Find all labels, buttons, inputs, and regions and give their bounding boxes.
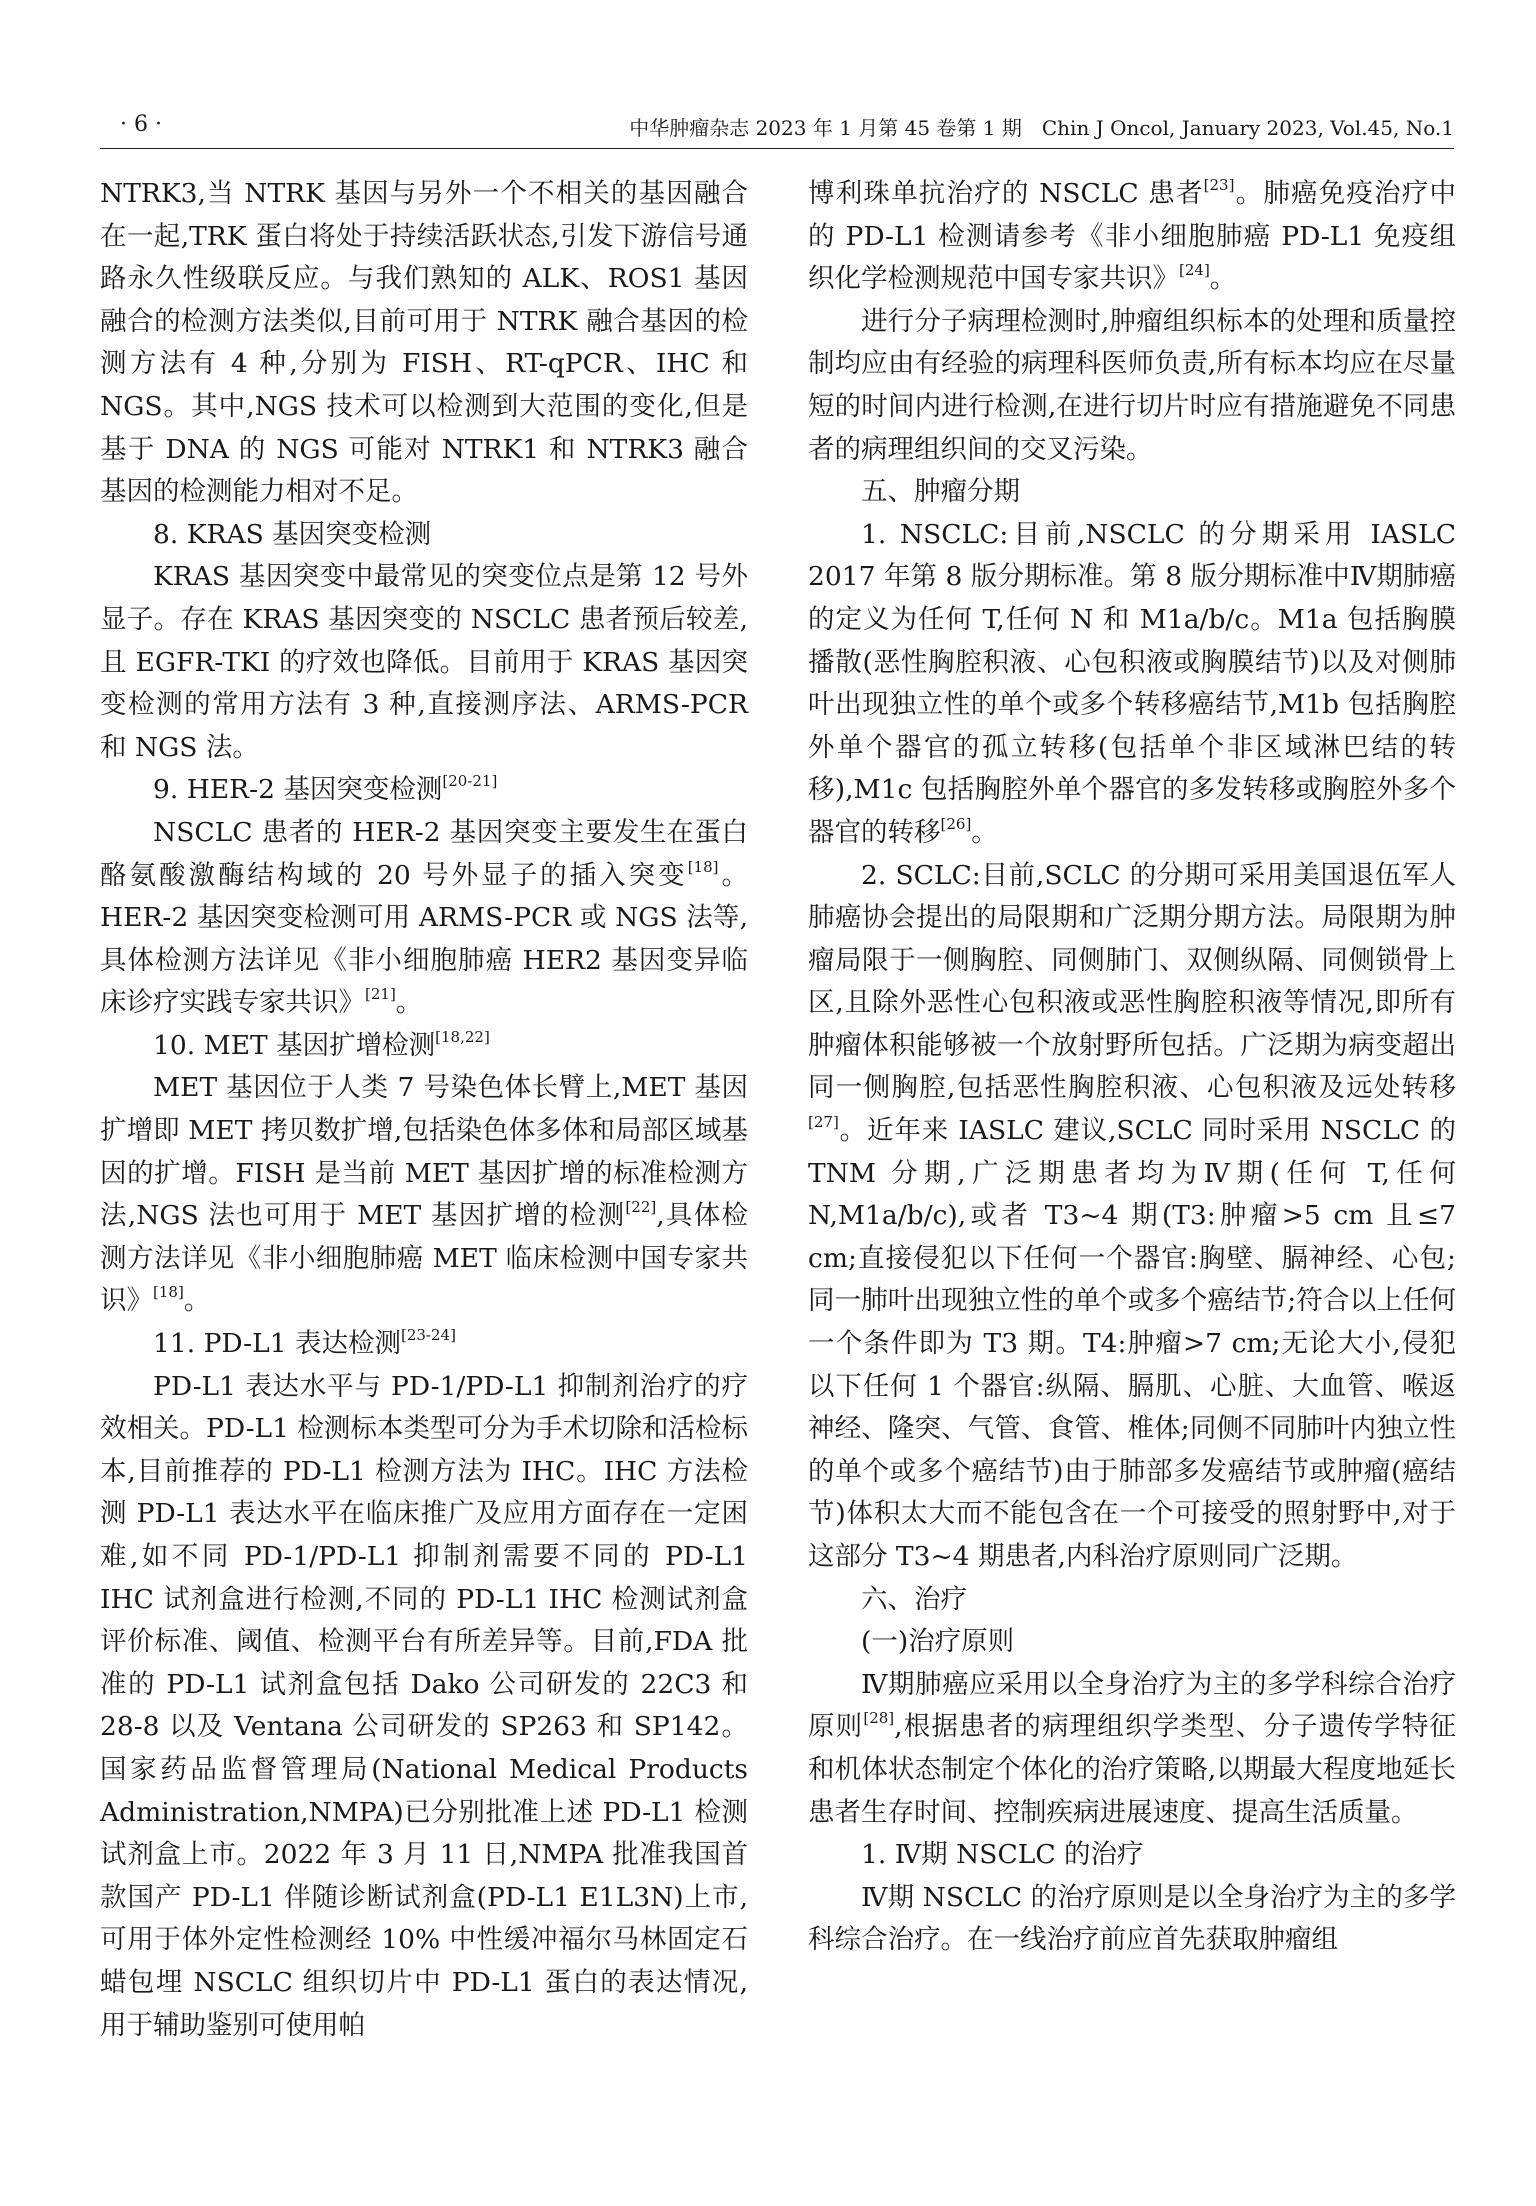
citation-ref: [28] <box>863 1709 895 1728</box>
paragraph-pdl1-cont: 博利珠单抗治疗的 NSCLC 患者[23]。肺癌免疫治疗中的 PD-L1 检测请参考《非小细胞肺癌 PD-L1 免疫组织化学检测规范中国专家共识》[24]。 <box>808 176 1456 295</box>
paragraph-nsclc-staging: 1. NSCLC:目前,NSCLC 的分期采用 IASLC 2017 年第 8 版分期标准。第 8 版分期标准中Ⅳ期肺癌的定义为任何 T,任何 N 和 M1a/b/c。M1a 包括胸膜播散(恶性胸腔积液、心包积液或胸膜结节)以及对侧肺叶出现独立性的单个或多个转移癌结节,M1b 包括胸腔外单个器官的孤立转移(包括单个非区域淋巴结的转移),M1c 包括胸腔外单个器官的多发转移或胸腔外多个器官的转移[26]。 <box>808 518 1456 848</box>
paragraph-stage-iv-nsclc: Ⅳ期 NSCLC 的治疗原则是以全身治疗为主的多学科综合治疗。在一线治疗前应首先获取肿瘤组 <box>808 1881 1456 1956</box>
running-header <box>100 108 1454 149</box>
subsection-heading-principles: (一)治疗原则 <box>861 1626 1015 1658</box>
paragraph-ntrk: NTRK3,当 NTRK 基因与另外一个不相关的基因融合在一起,TRK 蛋白将处于持续活跃状态,引发下游信号通路永久性级联反应。与我们熟知的 ALK、ROS1 基因融合的检测方法类似,目前可用于 NTRK 融合基因的检测方法有 4 种,分别为 FISH、RT-qPCR、IHC 和 NGS。其中,NGS 技术可以检测到大范围的变化,但是基于 DNA 的 NGS 可能对 NTRK1 和 NTRK3 融合基因的检测能力相对不足。 <box>100 178 748 508</box>
citation-ref: [18] <box>153 1283 184 1302</box>
page-number: · 6 · <box>120 112 162 137</box>
subsection-heading-stage-iv-nsclc: 1. Ⅳ期 NSCLC 的治疗 <box>861 1839 1144 1871</box>
section-heading-staging: 五、肿瘤分期 <box>861 476 1020 508</box>
right-column <box>808 173 1456 1962</box>
citation-ref: [18,22] <box>435 1027 490 1046</box>
paragraph-met: MET 基因位于人类 7 号染色体长臂上,MET 基因扩增即 MET 拷贝数扩增,包括染色体多体和局部区域基因的扩增。FISH 是当前 MET 基因扩增的标准检测方法,NGS 法也可用于 MET 基因扩增的检测[22],具体检测方法详见《非小细胞肺癌 MET 临床检测中国专家共识》[18]。 <box>100 1072 748 1317</box>
paragraph-treatment-principles: Ⅳ期肺癌应采用以全身治疗为主的多学科综合治疗原则[28],根据患者的病理组织学类型、分子遗传学特征和机体状态制定个体化的治疗策略,以期最大程度地延长患者生存时间、控制疾病进展速度、提高生活质量。 <box>808 1668 1456 1828</box>
paragraph-quality-control: 进行分子病理检测时,肿瘤组织标本的处理和质量控制均应由有经验的病理科医师负责,所有标本均应在尽量短的时间内进行检测,在进行切片时应有措施避免不同患者的病理组织间的交叉污染。 <box>808 305 1456 465</box>
section-heading-kras: 8. KRAS 基因突变检测 <box>153 518 432 550</box>
citation-ref: [18] <box>687 857 719 876</box>
citation-ref: [23] <box>1203 176 1235 194</box>
section-heading-met: 10. MET 基因扩增检测[18,22] <box>153 1027 490 1061</box>
paragraph-her2: NSCLC 患者的 HER-2 基因突变主要发生在蛋白酪氨酸激酶结构域的 20 号外显子的插入突变[18]。HER-2 基因突变检测可用 ARMS-PCR 或 NGS 法等,具体检测方法详见《非小细胞肺癌 HER2 基因变异临床诊疗实践专家共识》[21]。 <box>100 816 748 1019</box>
citation-ref: [22] <box>625 1198 657 1217</box>
paragraph-pdl1: PD-L1 表达水平与 PD-1/PD-L1 抑制剂治疗的疗效相关。PD-L1 检测标本类型可分为手术切除和活检标本,目前推荐的 PD-L1 检测方法为 IHC。IHC 方法检测 PD-L1 表达水平在临床推广及应用方面存在一定困难,如不同 PD-1/PD-L1 抑制剂需要不同的 PD-L1 IHC 试剂盒进行检测,不同的 PD-L1 IHC 检测试剂盒评价标准、阈值、检测平台有所差异等。目前,FDA 批准的 PD-L1 试剂盒包括 Dako 公司研发的 22C3 和 28-8 以及 Ventana 公司研发的 SP263 和 SP142。国家药品监督管理局(National Medical Products Administration,NMPA)已分别批准上述 PD-L1 检测试剂盒上市。2022 年 3 月 11 日,NMPA 批准我国首款国产 PD-L1 伴随诊断试剂盒(PD-L1 E1L3N)上市,可用于体外定性检测经 10% 中性缓冲福尔马林固定石蜡包埋 NSCLC 组织切片中 PD-L1 蛋白的表达情况,用于辅助鉴别可使用帕 <box>100 1370 748 2041</box>
citation-ref: [23-24] <box>400 1326 456 1345</box>
citation-ref: [24] <box>1179 261 1210 280</box>
section-heading-treatment: 六、治疗 <box>861 1583 967 1615</box>
citation-ref: [27] <box>808 1113 839 1132</box>
citation-ref: [20-21] <box>442 772 498 791</box>
paragraph-kras: KRAS 基因突变中最常见的突变位点是第 12 号外显子。存在 KRAS 基因突变的 NSCLC 患者预后较差,且 EGFR-TKI 的疗效也降低。目前用于 KRAS 基因突变检测的常用方法有 3 种,直接测序法、ARMS-PCR 和 NGS 法。 <box>100 561 748 763</box>
paragraph-sclc-staging: 2. SCLC:目前,SCLC 的分期可采用美国退伍军人肺癌协会提出的局限期和广泛期分期方法。局限期为肿瘤局限于一侧胸腔、同侧肺门、双侧纵隔、同侧锁骨上区,且除外恶性心包积液或恶性胸腔积液等情况,即所有肿瘤体积能够被一个放射野所包括。广泛期为病变超出同一侧胸腔,包括恶性胸腔积液、心包积液及远处转移[27]。近年来 IASLC 建议,SCLC 同时采用 NSCLC 的 TNM 分期,广泛期患者均为Ⅳ期(任何 T,任何 N,M1a/b/c),或者 T3~4 期(T3:肿瘤>5 cm 且≤7 cm;直接侵犯以下任何一个器官:胸壁、膈神经、心包;同一肺叶出现独立性的单个或多个癌结节;符合以上任何一个条件即为 T3 期。T4:肿瘤>7 cm;无论大小,侵犯以下任何 1 个器官:纵隔、膈肌、心脏、大血管、喉返神经、隆突、气管、食管、椎体;同侧不同肺叶内独立性的单个或多个癌结节)由于肺部多发癌结节或肿瘤(癌结节)体积太大而不能包含在一个可接受的照射野中,对于这部分 T3~4 期患者,内科治疗原则同广泛期。 <box>808 859 1456 1572</box>
citation-ref: [26] <box>940 814 972 833</box>
section-heading-her2: 9. HER-2 基因突变检测[20-21] <box>153 772 498 806</box>
journal-citation: 中华肿瘤杂志 2023 年 1 月第 45 卷第 1 期 Chin J Oncol, January 2023, Vol.45, No.1 <box>629 116 1454 140</box>
section-heading-pdl1: 11. PD-L1 表达检测[23-24] <box>153 1326 456 1360</box>
citation-ref: [21] <box>365 985 396 1004</box>
left-column <box>100 173 748 2047</box>
